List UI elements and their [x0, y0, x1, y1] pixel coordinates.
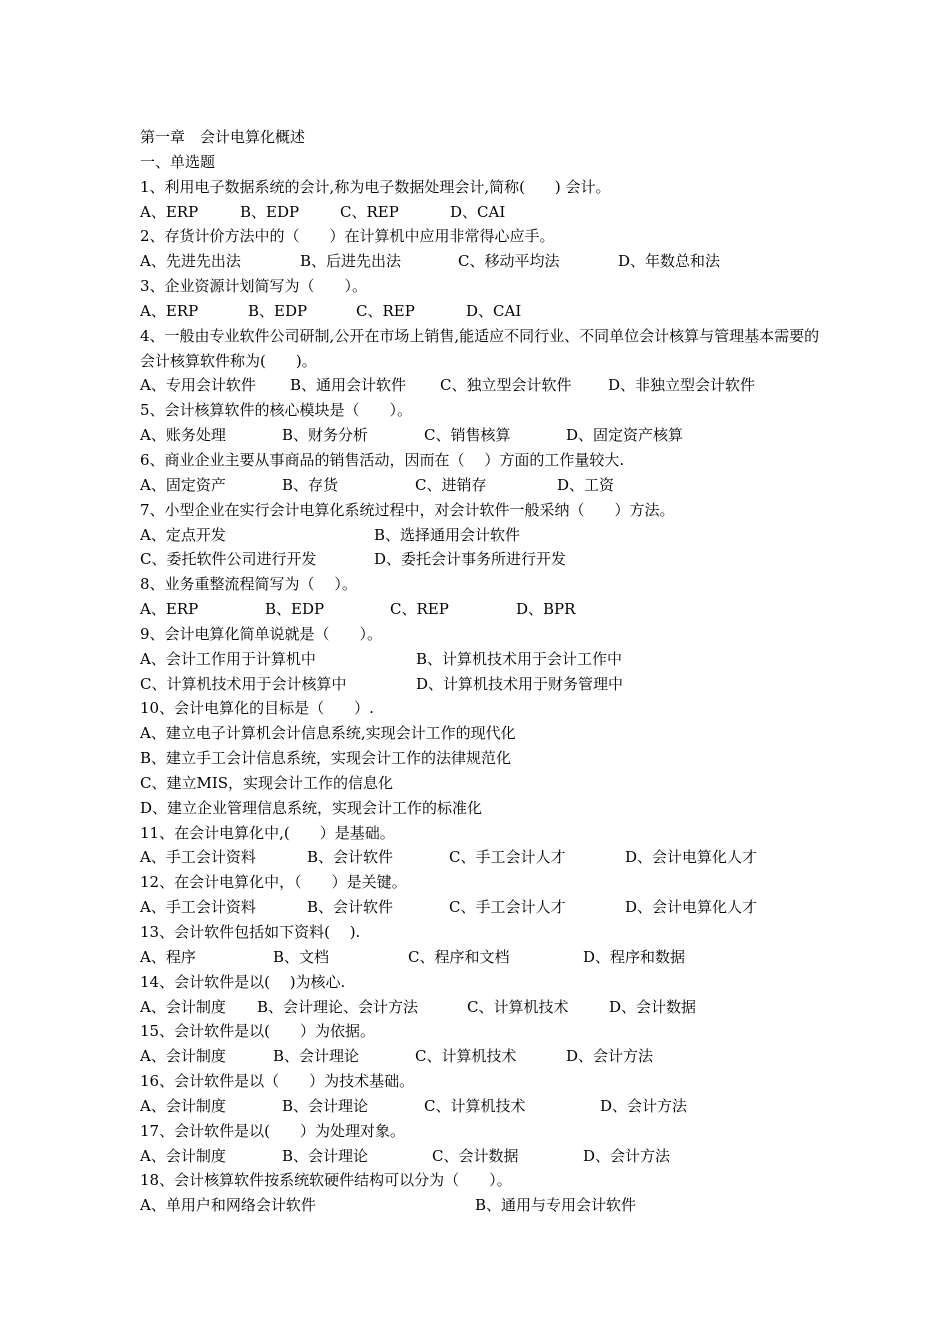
option-d: D、工资: [557, 475, 615, 494]
question-16: 16、会计软件是以（ ）为技术基础。: [140, 1072, 415, 1091]
chapter-title: 第一章 会计电算化概述: [140, 128, 306, 146]
option-b: B、建立手工会计信息系统，实现会计工作的法律规范化: [140, 749, 512, 768]
option-d: D、程序和数据: [583, 947, 686, 966]
question-17: 17、会计软件是以( ）为处理对象。: [140, 1121, 405, 1140]
option-a: A、定点开发: [140, 525, 226, 544]
option-c: C、REP: [356, 301, 415, 320]
option-b: B、通用会计软件: [290, 376, 407, 395]
option-a: A、会计制度: [140, 997, 226, 1016]
question-2: 2、存货计价方法中的（ ）在计算机中应用非常得心应手。: [140, 227, 555, 246]
option-d: D、固定资产核算: [566, 426, 684, 445]
option-b: B、EDP: [265, 600, 325, 619]
option-a: A、先进先出法: [140, 252, 241, 271]
options-14: [140, 995, 830, 1020]
option-b: B、EDP: [248, 301, 308, 320]
question-7: 7、小型企业在实行会计电算化系统过程中，对会计软件一般采纳（ ）方法。: [140, 500, 675, 519]
option-c: C、计算机技术用于会计核算中: [140, 674, 347, 693]
option-b: B、选择通用会计软件: [374, 525, 521, 544]
options-17: [140, 1144, 830, 1169]
option-a: A、ERP: [140, 301, 199, 320]
option-b: B、会计理论: [273, 1047, 360, 1066]
option-c: C、进销存: [415, 475, 487, 494]
option-a: A、ERP: [140, 202, 199, 221]
option-b: B、会计软件: [307, 848, 394, 867]
options-13: [140, 945, 830, 970]
options-16: [140, 1094, 830, 1119]
option-b: B、EDP: [240, 202, 300, 221]
options-5: [140, 423, 830, 448]
question-5: 5、会计核算软件的核心模块是（ ）。: [140, 401, 413, 420]
question-1: 1、利用电子数据系统的会计,称为电子数据处理会计,简称( ) 会计。: [140, 177, 611, 196]
option-c: C、计算机技术: [415, 1047, 517, 1066]
option-d: D、CAI: [450, 202, 506, 221]
option-a: A、账务处理: [140, 426, 226, 445]
option-c: C、REP: [340, 202, 399, 221]
option-d: D、会计方法: [600, 1096, 688, 1115]
option-c: C、REP: [390, 600, 449, 619]
question-13: 13、会计软件包括如下资料( ).: [140, 923, 361, 941]
options-6: [140, 473, 830, 498]
option-d: D、CAI: [466, 301, 522, 320]
question-4: 4、一般由专业软件公司研制,公开在市场上销售,能适应不同行业、不同单位会计核算与管理基本需要的会计核算软件称为( )。: [140, 326, 820, 370]
option-c: C、销售核算: [424, 426, 511, 445]
option-a: A、固定资产: [140, 475, 226, 494]
option-b: B、计算机技术用于会计工作中: [416, 649, 623, 668]
option-d: D、会计方法: [566, 1047, 654, 1066]
option-d: D、计算机技术用于财务管理中: [416, 674, 624, 693]
option-b: B、会计理论、会计方法: [257, 997, 419, 1016]
question-11: 11、在会计电算化中,( ）是基础。: [140, 823, 395, 842]
option-b: B、会计理论: [282, 1096, 369, 1115]
option-a: A、手工会计资料: [140, 898, 256, 917]
options-1: [140, 200, 830, 225]
option-c: C、程序和文档: [408, 947, 510, 966]
option-a: A、会计制度: [140, 1146, 226, 1165]
option-b: B、财务分析: [282, 426, 369, 445]
option-c: C、委托软件公司进行开发: [140, 550, 317, 569]
option-a: A、专用会计软件: [140, 376, 256, 395]
option-a: A、会计制度: [140, 1096, 226, 1115]
option-a: A、程序: [140, 947, 196, 966]
option-c: C、计算机技术: [424, 1096, 526, 1115]
option-c: C、独立型会计软件: [440, 376, 572, 395]
option-b: B、文档: [273, 947, 330, 966]
document-content: [140, 125, 830, 1218]
question-15: 15、会计软件是以( ）为依据。: [140, 1022, 375, 1041]
options-7-row1: [140, 523, 830, 548]
question-10: 10、会计电算化的目标是（ ）.: [140, 699, 374, 718]
option-d: D、非独立型会计软件: [608, 376, 756, 395]
options-15: [140, 1044, 830, 1069]
question-12: 12、在会计电算化中，（ ）是关键。: [140, 873, 407, 892]
option-d: D、年数总和法: [618, 252, 721, 271]
option-b: B、会计理论: [282, 1146, 369, 1165]
option-b: B、会计软件: [307, 898, 394, 917]
option-d: D、会计电算化人才: [625, 848, 758, 867]
question-18: 18、会计核算软件按系统软硬件结构可以分为（ ）。: [140, 1171, 512, 1190]
option-c: C、计算机技术: [467, 997, 569, 1016]
option-b: B、后进先出法: [300, 252, 402, 271]
options-7-row2: [140, 547, 830, 572]
option-c: C、手工会计人才: [449, 848, 566, 867]
option-c: C、移动平均法: [458, 252, 560, 271]
question-14: 14、会计软件是以( )为核心.: [140, 972, 346, 991]
option-d: D、委托会计事务所进行开发: [374, 550, 567, 569]
options-11: [140, 845, 830, 870]
option-b: B、存货: [282, 475, 339, 494]
options-12: [140, 895, 830, 920]
option-a: A、单用户和网络会计软件: [140, 1196, 316, 1215]
options-18: [140, 1193, 830, 1218]
question-8: 8、业务重整流程简写为（ ）。: [140, 575, 357, 594]
options-2: [140, 249, 830, 274]
option-b: B、通用与专用会计软件: [475, 1196, 637, 1215]
option-a: A、ERP: [140, 600, 199, 619]
option-c: C、会计数据: [432, 1146, 519, 1165]
option-d: D、BPR: [516, 600, 576, 619]
option-d: D、会计数据: [609, 997, 697, 1016]
section-title: 一、单选题: [140, 152, 216, 171]
option-a: A、手工会计资料: [140, 848, 256, 867]
option-d: D、建立企业管理信息系统，实现会计工作的标准化: [140, 798, 483, 817]
option-a: A、会计制度: [140, 1047, 226, 1066]
option-d: D、会计方法: [583, 1146, 671, 1165]
option-a: A、建立电子计算机会计信息系统,实现会计工作的现代化: [140, 724, 516, 743]
question-9: 9、会计电算化简单说就是（ ）。: [140, 624, 383, 643]
options-3: [140, 299, 830, 324]
option-a: A、会计工作用于计算机中: [140, 649, 316, 668]
options-9-row2: [140, 672, 830, 697]
options-8: [140, 597, 830, 622]
question-6: 6、商业企业主要从事商品的销售活动，因而在（ ）方面的工作量较大.: [140, 450, 625, 469]
options-9-row1: [140, 647, 830, 672]
question-3: 3、企业资源计划简写为（ ）。: [140, 277, 368, 296]
option-d: D、会计电算化人才: [625, 898, 758, 917]
option-c: C、手工会计人才: [449, 898, 566, 917]
options-4: [140, 373, 830, 398]
option-c: C、建立MIS，实现会计工作的信息化: [140, 773, 394, 792]
